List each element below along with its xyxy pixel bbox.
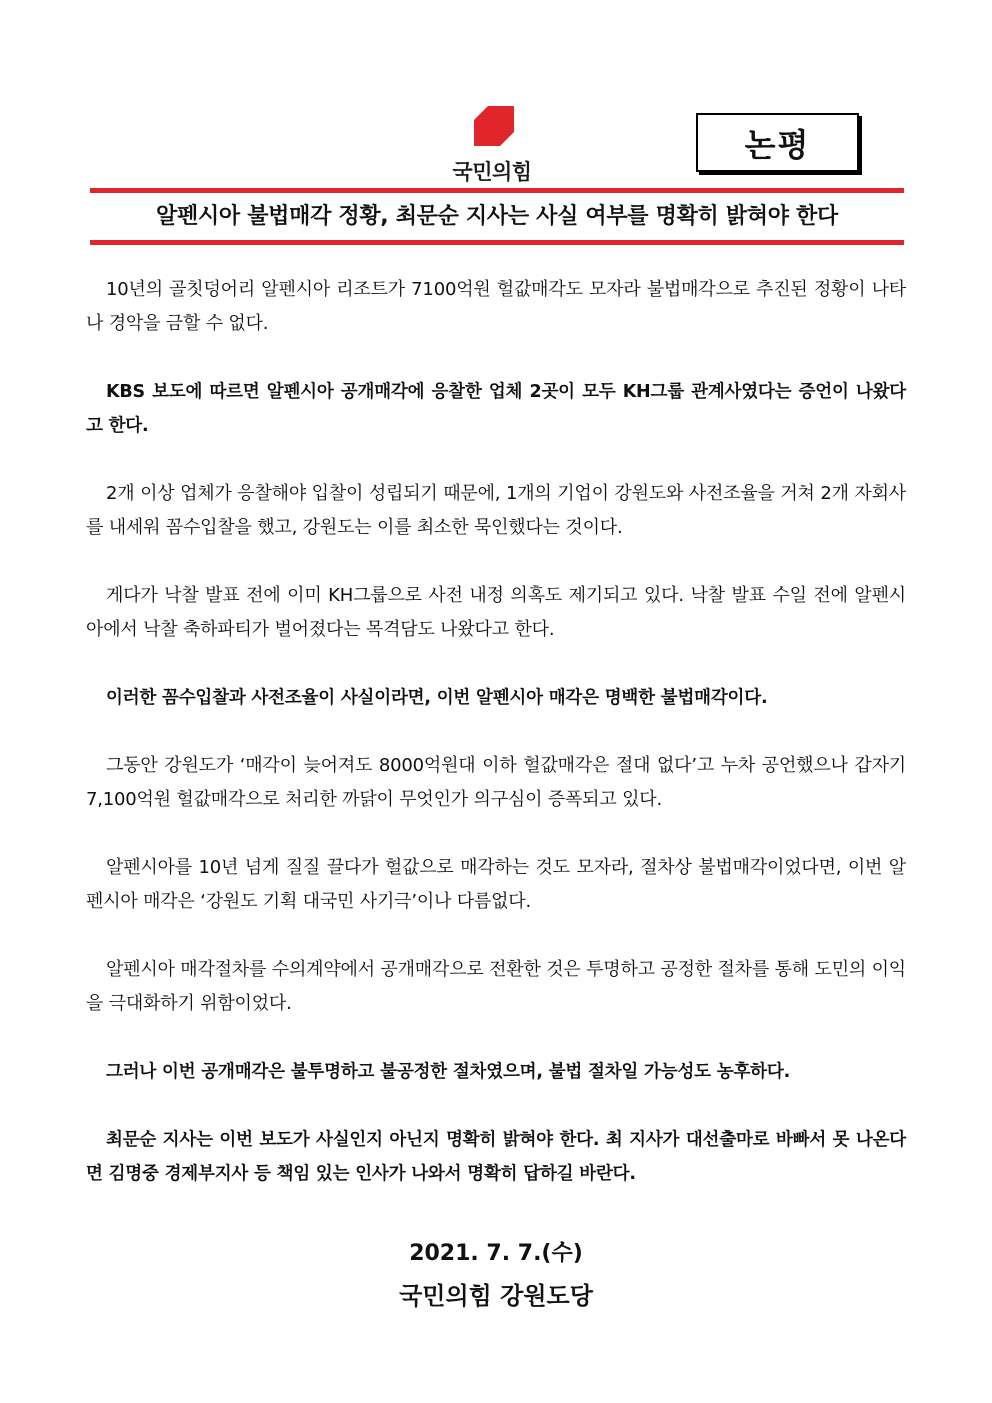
- headline: 알펜시아 불법매각 정황, 최문순 지사는 사실 여부를 명확히 밝혀야 한다: [156, 204, 838, 229]
- paragraph-9: 그러나 이번 공개매각은 불투명하고 불공정한 절차였으며, 불법 절차일 가능성도 농후하다.: [106, 1062, 791, 1082]
- document-type-box: 논평: [696, 113, 859, 172]
- party-logo-mark-icon: [474, 106, 514, 146]
- party-logo: [440, 104, 544, 184]
- headline-bottom-rule: [90, 240, 904, 245]
- paragraph-5: 이러한 꼼수입찰과 사전조율이 사실이라면, 이번 알펜시아 매각은 명백한 불법매각이다.: [106, 688, 768, 708]
- paragraph-6: 그동안 강원도가 ‘매각이 늦어져도 8000억원대 이하 헐값매각은 절대 없다’고 누차 공언했으나 갑자기 7,100억원 헐값매각으로 처리한 까닭이 무엇인가 의구심이 증폭되고 있다.: [86, 755, 906, 810]
- party-logo-text: 국민의힘: [452, 160, 532, 184]
- paragraph-8: 알펜시아 매각절차를 수의계약에서 공개매각으로 전환한 것은 투명하고 공정한 절차를 통해 도민의 이익을 극대화하기 위함이었다.: [86, 959, 906, 1014]
- paragraph-10: 최문순 지사는 이번 보도가 사실인지 아닌지 명확히 밝혀야 한다. 최 지사가 대선출마로 바빠서 못 나온다면 김명중 경제부지사 등 책임 있는 인사가 나와서 명확히 답하길 바란다.: [86, 1130, 906, 1184]
- issuer-name: 국민의힘 강원도당: [399, 1282, 593, 1310]
- headline-top-rule: [90, 188, 904, 193]
- issue-date: 2021. 7. 7.(수): [409, 1241, 583, 1266]
- paragraph-1: 10년의 골칫덩어리 알펜시아 리조트가 7100억원 헐값매각도 모자라 불법매각으로 추진된 정황이 나타나 경악을 금할 수 없다.: [86, 279, 906, 334]
- paragraph-7: 알펜시아를 10년 넘게 질질 끌다가 헐값으로 매각하는 것도 모자라, 절차상 불법매각이었다면, 이번 알펜시아 매각은 ‘강원도 기획 대국민 사기극’이나 다름없다.: [86, 857, 906, 912]
- paragraph-3: 2개 이상 업체가 응찰해야 입찰이 성립되기 때문에, 1개의 기업이 강원도와 사전조율을 거쳐 2개 자회사를 내세워 꼼수입찰을 했고, 강원도는 이를 최소한 묵인했다는 것이다.: [86, 483, 906, 538]
- paragraph-4: 게다가 낙찰 발표 전에 이미 KH그룹으로 사전 내정 의혹도 제기되고 있다. 낙찰 발표 수일 전에 알펜시아에서 낙찰 축하파티가 벌어졌다는 목격담도 나왔다고 한다.: [86, 585, 906, 640]
- paragraph-2: KBS 보도에 따르면 알펜시아 공개매각에 응찰한 업체 2곳이 모두 KH그룹 관계사였다는 증언이 나왔다고 한다.: [86, 382, 906, 436]
